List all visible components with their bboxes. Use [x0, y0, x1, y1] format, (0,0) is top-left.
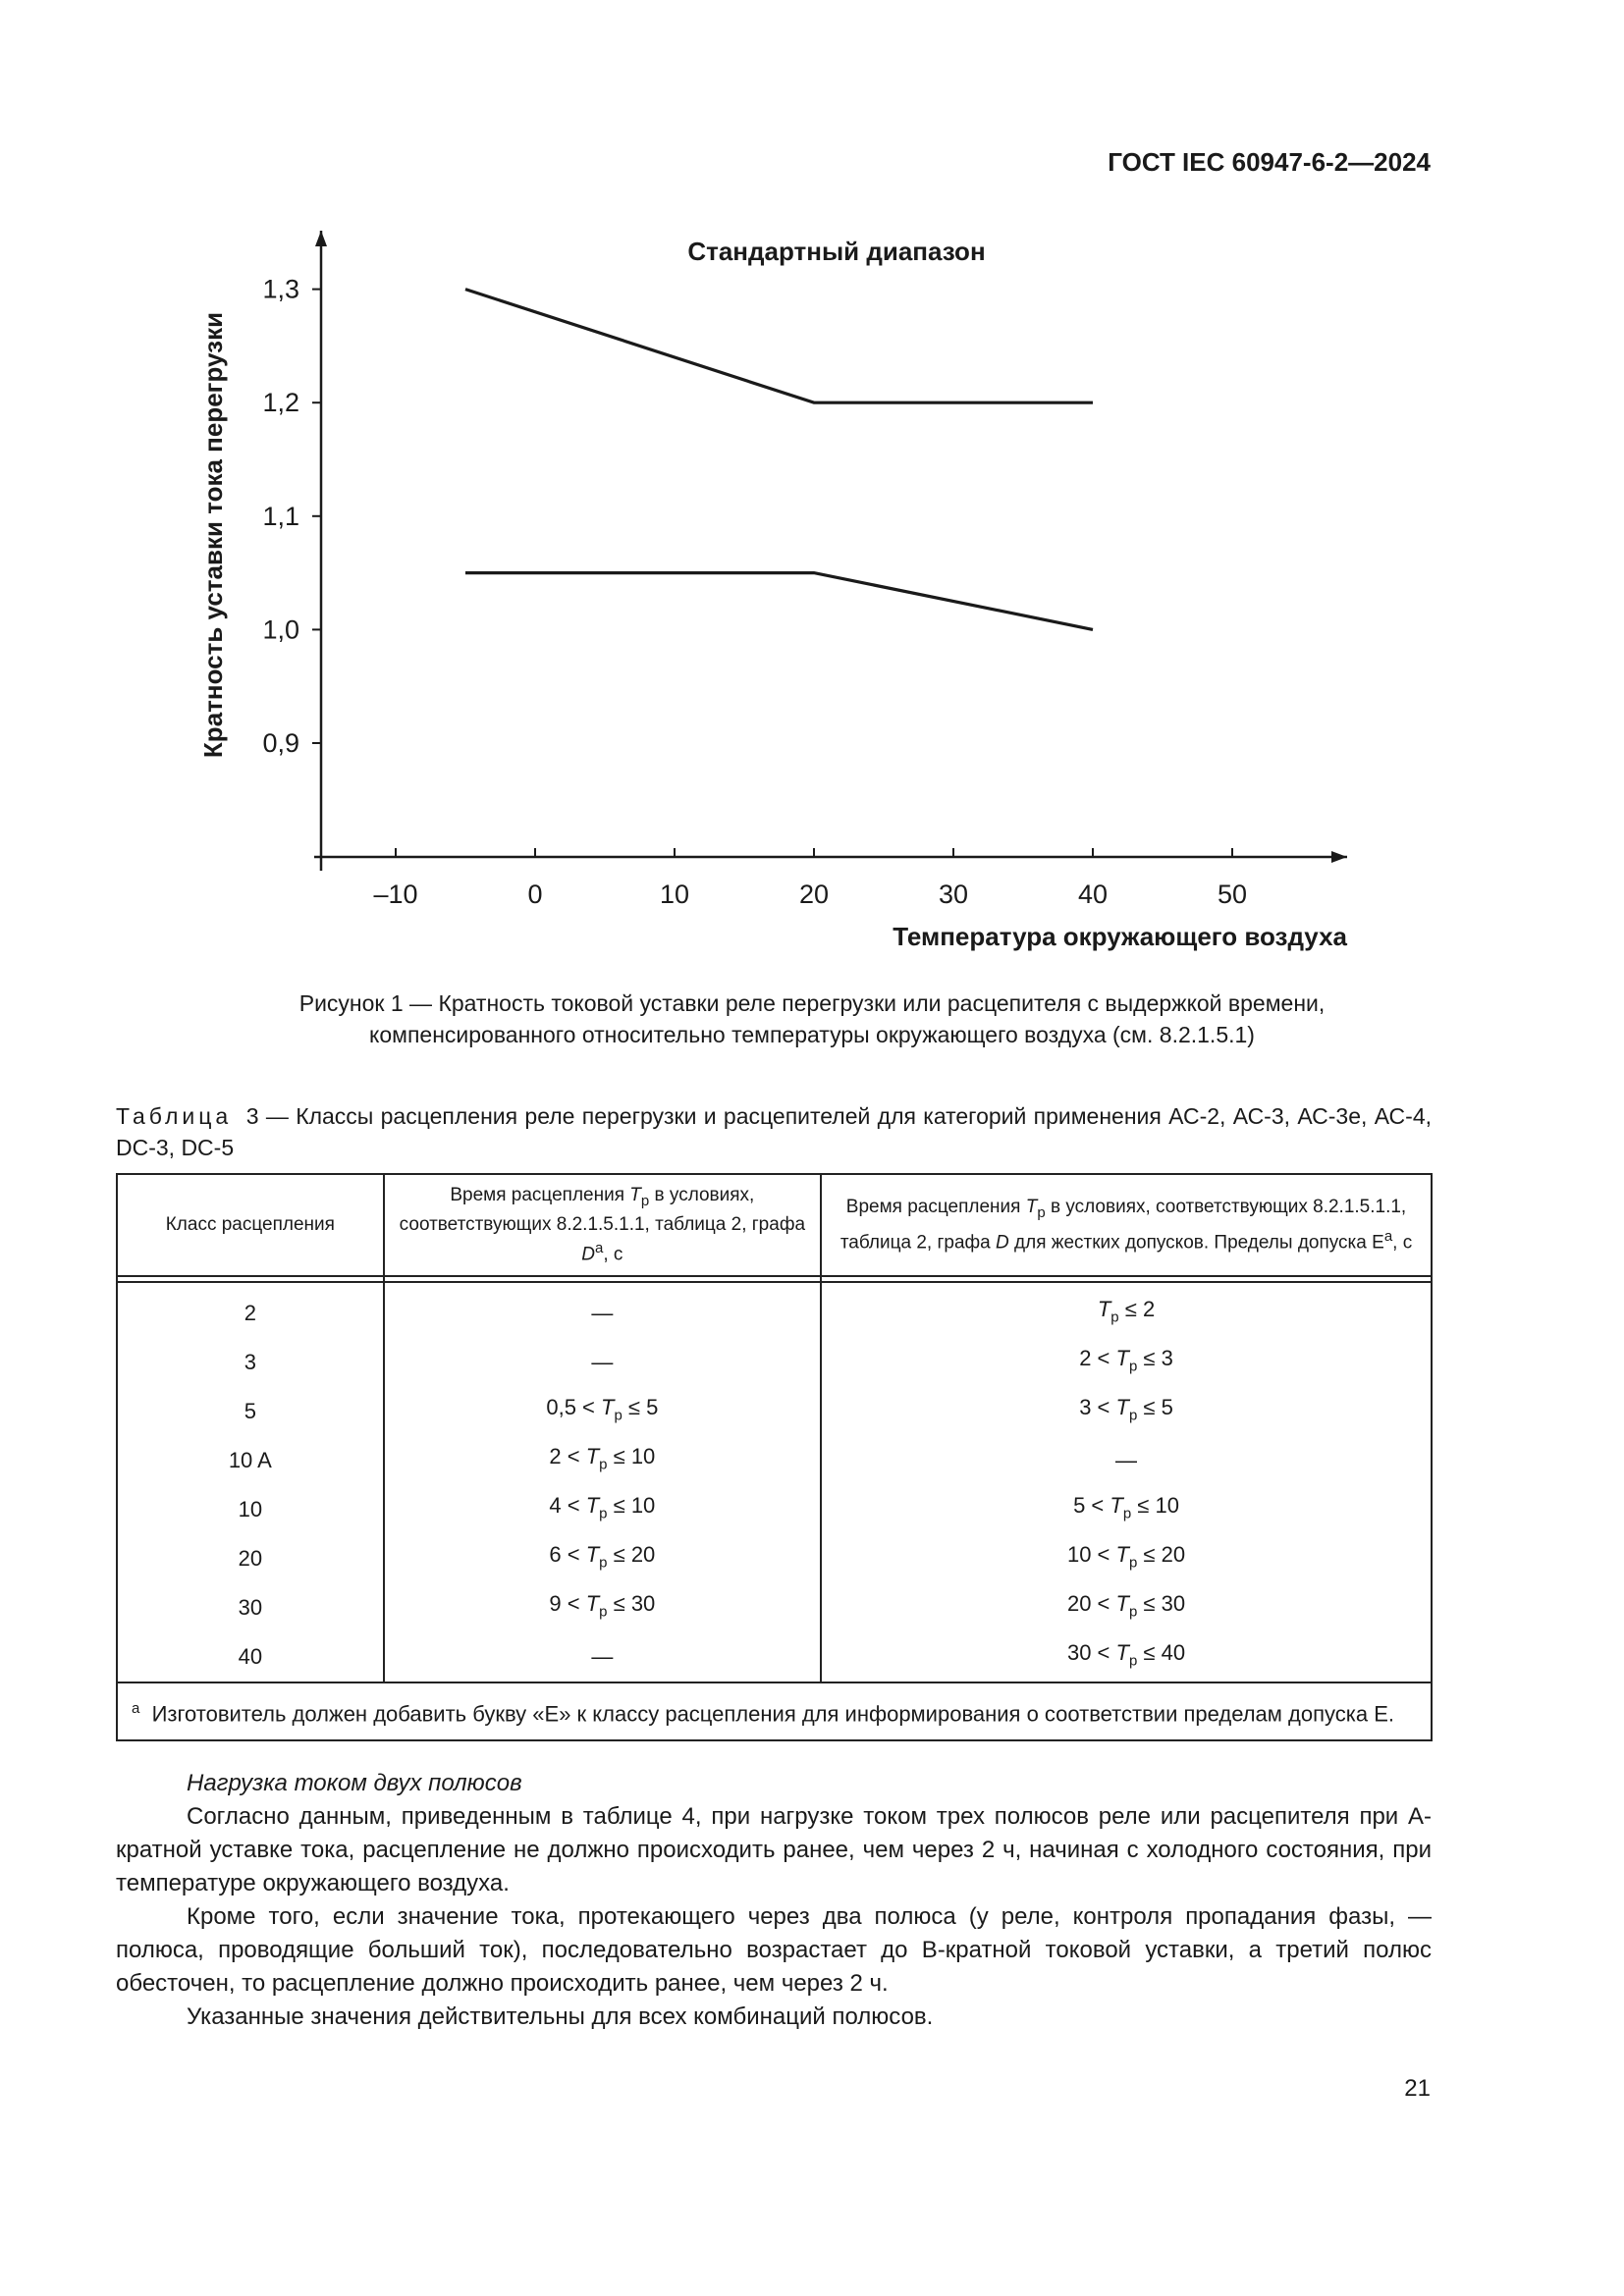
x-axis-arrow	[1331, 851, 1347, 863]
cell-trip-class: 10 A	[117, 1436, 384, 1485]
trip-class-table	[116, 1173, 1433, 1741]
cell-trip-class: 20	[117, 1534, 384, 1583]
table-row	[117, 1387, 1432, 1436]
cell-time-d: $9 < T_р \le 30$	[384, 1583, 821, 1632]
cell-time-d: —	[384, 1338, 821, 1387]
body-text	[116, 1767, 1432, 2034]
cell-time-d: $4 < T_р \le 10$	[384, 1485, 821, 1534]
table-row	[117, 1282, 1432, 1338]
cell-time-e: —	[821, 1436, 1432, 1485]
cell-time-d: $6 < T_р \le 20$	[384, 1534, 821, 1583]
page-number: 21	[1404, 2075, 1431, 2102]
table-title-text: 3 — Классы расцепления реле перегрузки и расцепителей для категорий применения АС-2, АС-3, АС-3е, АС-4, DC-3, DC-5	[116, 1103, 1432, 1160]
y-tick-label: 0,9	[262, 728, 299, 758]
cell-trip-class: 3	[117, 1338, 384, 1387]
y-tick-label: 1,3	[262, 274, 299, 304]
table-header-row	[117, 1174, 1432, 1276]
chart-title: Стандартный диапазон	[687, 237, 986, 266]
cell-time-e: $2 < T_р \le 3$	[821, 1338, 1432, 1387]
table-row	[117, 1534, 1432, 1583]
cell-time-d: —	[384, 1282, 821, 1338]
cell-time-d: —	[384, 1632, 821, 1682]
table-title	[116, 1100, 1432, 1163]
table-footnote: $^a$ Изготовитель должен добавить букву «E» к классу расцепления для информирования о соответствии пределам допуска E.	[117, 1682, 1432, 1740]
cell-time-e: $10 < T_р \le 20$	[821, 1534, 1432, 1583]
cell-trip-class: 10	[117, 1485, 384, 1534]
x-axis-title: Температура окружающего воздуха	[893, 922, 1347, 951]
table-row	[117, 1632, 1432, 1682]
figure-chart	[0, 0, 1624, 972]
table-row	[117, 1583, 1432, 1632]
table-row	[117, 1436, 1432, 1485]
table-row	[117, 1485, 1432, 1534]
cell-time-e: $T_р \le 2$	[821, 1282, 1432, 1338]
y-tick-label: 1,1	[262, 501, 299, 531]
lower-limit-line	[465, 573, 1093, 630]
figure-caption-line1: Рисунок 1 — Кратность токовой уставки реле перегрузки или расцепителя с выдержкой времени,	[298, 990, 1326, 1016]
y-axis-title: Кратность уставки тока перегрузки	[198, 311, 228, 759]
cell-trip-class: 40	[117, 1632, 384, 1682]
standard-header: ГОСТ IEC 60947-6-2—2024	[1108, 147, 1431, 177]
cell-time-d: $2 < T_р \le 10$	[384, 1436, 821, 1485]
figure-caption	[177, 988, 1447, 1050]
cell-time-e: $3 < T_р \le 5$	[821, 1387, 1432, 1436]
header-trip-time-d: Время расцепления $T_р$ в условиях, соответствующих 8.2.1.5.1.1, таблица 2, графа $D^a$, с	[384, 1174, 821, 1276]
cell-trip-class: 30	[117, 1583, 384, 1632]
y-axis-arrow	[315, 231, 327, 246]
cell-time-d: $0,5 < T_р \le 5$	[384, 1387, 821, 1436]
cell-trip-class: 5	[117, 1387, 384, 1436]
x-tick-label: 50	[1217, 880, 1248, 909]
paragraph-2: Кроме того, если значение тока, протекающего через два полюса (у реле, контроля пропадания фазы, — полюса, проводящие больший ток), последовательно возрастает до B-кратной токовой уставки, а третий полюс обесточен, то расцепление должно происходить ранее, чем через 2 ч.	[116, 1903, 1432, 1997]
paragraph-1: Согласно данным, приведенным в таблице 4, при нагрузке током трех полюсов реле или расцепителя при A-кратной уставке тока, расцепление не должно происходить ранее, чем через 2 ч, начиная с холодного состояния, при температуре окружающего воздуха.	[116, 1803, 1432, 1896]
x-tick-label: 20	[798, 880, 830, 909]
cell-trip-class: 2	[117, 1282, 384, 1338]
table-row	[117, 1338, 1432, 1387]
x-tick-label: 0	[527, 880, 543, 909]
cell-time-e: $20 < T_р \le 30$	[821, 1583, 1432, 1632]
x-tick-label: –10	[373, 880, 418, 909]
section-heading: Нагрузка током двух полюсов	[187, 1770, 522, 1796]
table-title-label: Таблица	[116, 1103, 233, 1129]
upper-limit-line	[465, 290, 1093, 403]
header-trip-class: Класс расцепления	[117, 1174, 384, 1276]
header-trip-time-e: Время расцепления $T_р$ в условиях, соответствующих 8.2.1.5.1.1, таблица 2, графа D для жестких допусков. Пределы допуска $E^a$, с	[821, 1174, 1432, 1276]
y-tick-label: 1,0	[262, 614, 299, 645]
x-tick-label: 40	[1077, 880, 1109, 909]
y-tick-label: 1,2	[262, 388, 299, 418]
x-tick-label: 30	[938, 880, 969, 909]
x-tick-label: 10	[659, 880, 690, 909]
paragraph-3: Указанные значения действительны для всех комбинаций полюсов.	[187, 2003, 934, 2030]
cell-time-e: $30 < T_р \le 40$	[821, 1632, 1432, 1682]
cell-time-e: $5 < T_р \le 10$	[821, 1485, 1432, 1534]
table-footnote-row	[117, 1682, 1432, 1740]
figure-caption-line2: компенсированного относительно температуры окружающего воздуха (см. 8.2.1.5.1)	[369, 1022, 1255, 1047]
